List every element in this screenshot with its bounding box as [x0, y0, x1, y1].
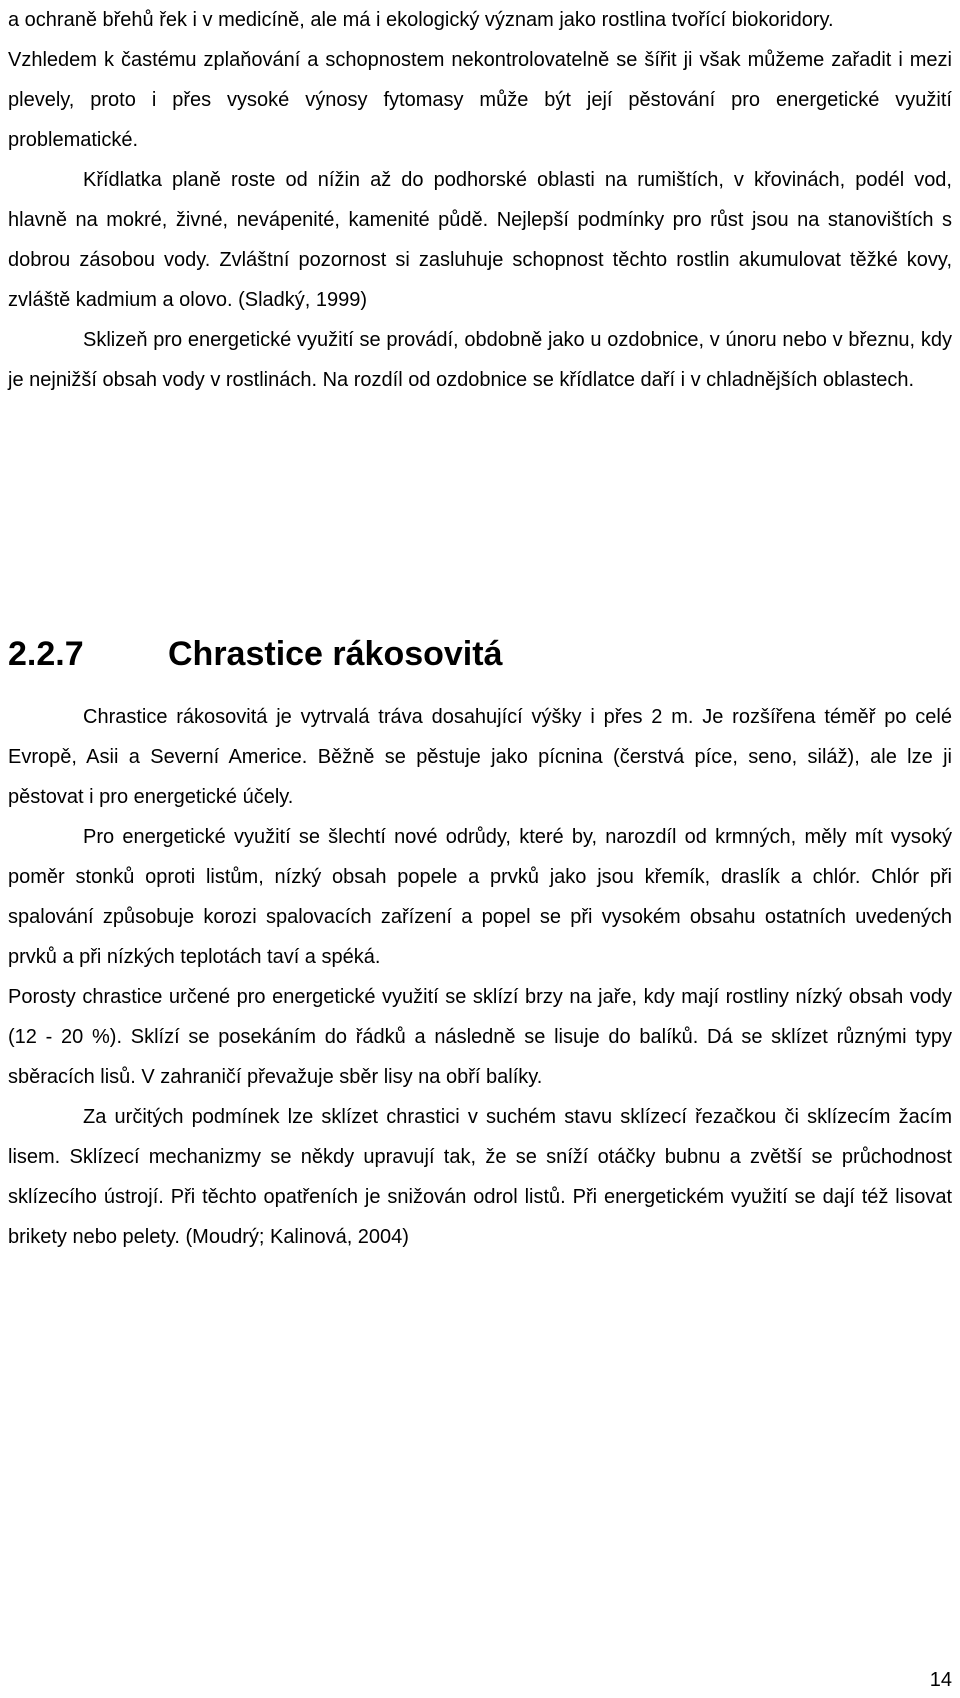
paragraph: Vzhledem k častému zplaňování a schopnostem nekontrolovatelně se šířit ji však můžeme zařadit i mezi plevely, proto i přes vysoké výnosy fytomasy může být její pěstování pro energetické využití problematické.	[8, 49, 952, 151]
paragraph: a ochraně břehů řek i v medicíně, ale má i ekologický význam jako rostlina tvořící biokoridory.	[8, 9, 834, 31]
paragraph: Chrastice rákosovitá je vytrvalá tráva dosahující výšky i přes 2 m. Je rozšířena téměř po celé Evropě, Asii a Severní Americe. Běžně se pěstuje jako pícnina (čerstvá píce, seno, siláž), ale lze ji pěstovat i pro energetické účely.	[8, 706, 952, 808]
text-block-1	[8, 0, 952, 400]
paragraph: Porosty chrastice určené pro energetické využití se sklízí brzy na jaře, kdy mají rostliny nízký obsah vody (12 - 20 %). Sklízí se posekáním do řádků a následně se lisuje do balíků. Dá se sklízet různými typy sběracích lisů. V zahraničí převažuje sběr lisy na obří balíky.	[8, 986, 952, 1088]
section-title: Chrastice rákosovitá	[168, 635, 503, 673]
paragraph: Pro energetické využití se šlechtí nové odrůdy, které by, narozdíl od krmných, měly mít vysoký poměr stonků oproti listům, nízký obsah popele a prvků jako jsou křemík, draslík a chlór. Chlór při spalování způsobuje korozi spalovacích zařízení a popel se při vysokém obsahu ostatních uvedených prvků a při nízkých teplotách taví a spéká.	[8, 826, 952, 968]
section-number: 2.2.7	[8, 635, 84, 673]
paragraph: Křídlatka planě roste od nížin až do podhorské oblasti na rumištích, v křovinách, podél vod, hlavně na mokré, živné, nevápenité, kamenité půdě. Nejlepší podmínky pro růst jsou na stanovištích s dobrou zásobou vody. Zvláštní pozornost si zasluhuje schopnost těchto rostlin akumulovat těžké kovy, zvláště kadmium a olovo. (Sladký, 1999)	[8, 169, 952, 311]
page-number: 14	[929, 1669, 952, 1691]
text-block-2	[8, 697, 952, 1257]
paragraph: Za určitých podmínek lze sklízet chrastici v suchém stavu sklízecí řezačkou či sklízecím žacím lisem. Sklízecí mechanizmy se někdy upravují tak, že se sníží otáčky bubnu a zvětší se průchodnost sklízecího ústrojí. Při těchto opatřeních je snižován odrol listů. Při energetickém využití se dají též lisovat brikety nebo pelety. (Moudrý; Kalinová, 2004)	[8, 1106, 952, 1248]
paragraph: Sklizeň pro energetické využití se provádí, obdobně jako u ozdobnice, v únoru nebo v březnu, kdy je nejnižší obsah vody v rostlinách. Na rozdíl od ozdobnice se křídlatce daří i v chladnějších oblastech.	[8, 329, 952, 391]
section-heading	[8, 634, 503, 674]
